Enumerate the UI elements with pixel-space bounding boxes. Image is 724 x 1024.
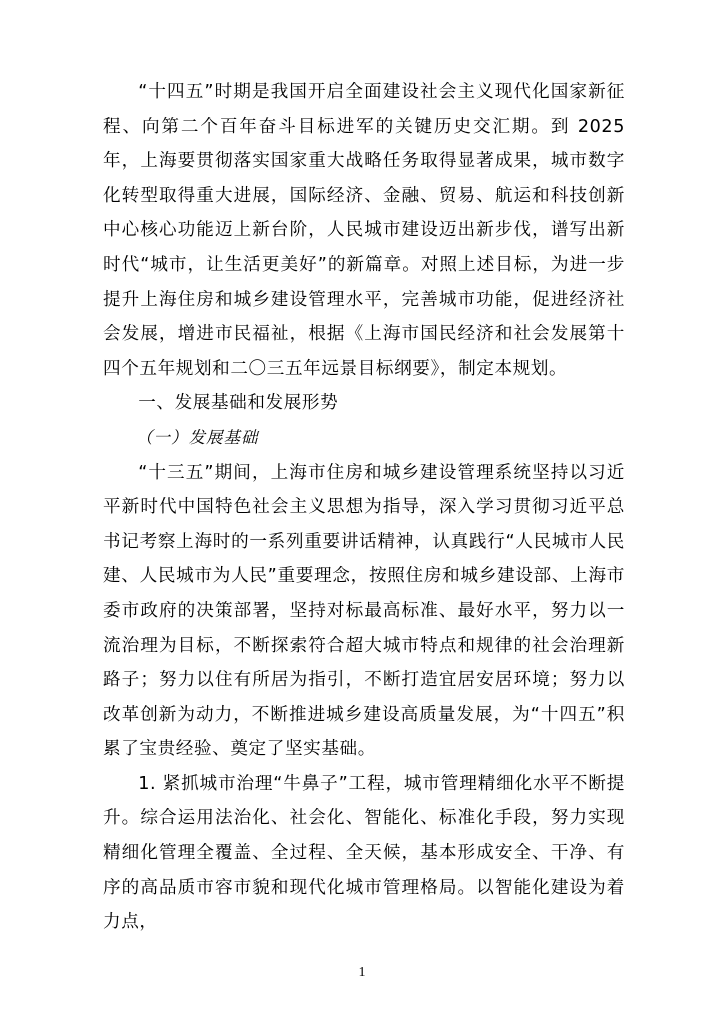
subsection-heading: （一）发展基础 xyxy=(136,427,259,447)
document-body xyxy=(103,75,625,940)
section-heading: 一、发展基础和发展形势 xyxy=(138,393,339,414)
intro-paragraph: “十四五”时期是我国开启全面建设社会主义现代化国家新征程、向第二个百年奋斗目标进军的关键历史交汇期。到 2025 年，上海要贯彻落实国家重大战略任务取得显著成果，城市数字化转型取得重大进展，国际经济、金融、贸易、航运和科技创新中心核心功能迈上新台阶，人民城市建设迈出新步伐，谱写出新时代“城市，让生活更美好”的新篇章。对照上述目标，为进一步提升上海住房和城乡建设管理水平，完善城市功能，促进经济社会发展，增进市民福祉，根据《上海市国民经济和社会发展第十四个五年规划和二〇三五年远景目标纲要》，制定本规划。 xyxy=(103,82,625,379)
item-1-paragraph: 1. 紧抓城市治理“牛鼻子”工程，城市管理精细化水平不断提升。综合运用法治化、社会化、智能化、标准化手段，努力实现精细化管理全覆盖、全过程、全天候，基本形成安全、干净、有序的高品质市容市貌和现代化城市管理格局。以智能化建设为着力点， xyxy=(103,773,625,933)
foundation-paragraph: “十三五”期间，上海市住房和城乡建设管理系统坚持以习近平新时代中国特色社会主义思想为指导，深入学习贯彻习近平总书记考察上海时的一系列重要讲话精神，认真践行“人民城市人民建、人民城市为人民”重要理念，按照住房和城乡建设部、上海市委市政府的决策部署，坚持对标最高标准、最好水平，努力以一流治理为目标，不断探索符合超大城市特点和规律的社会治理新路子；努力以住有所居为指引，不断打造宜居安居环境；努力以改革创新为动力，不断推进城乡建设高质量发展，为“十四五”积累了宝贵经验、奠定了坚实基础。 xyxy=(103,462,625,760)
page-number: 1 xyxy=(358,965,366,980)
